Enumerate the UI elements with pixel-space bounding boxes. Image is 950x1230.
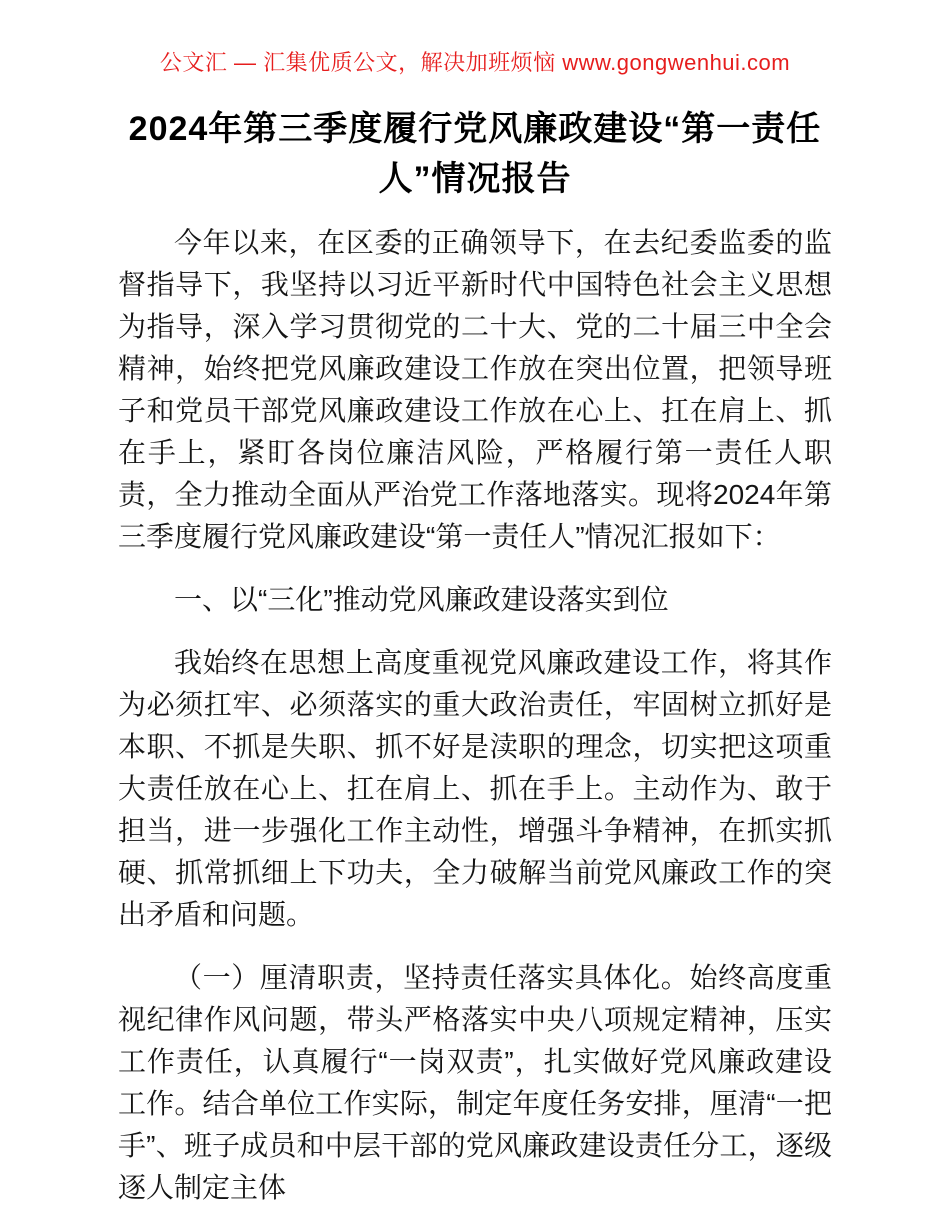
document-body [118, 222, 832, 1209]
paragraph-intro: 今年以来，在区委的正确领导下，在去纪委监委的监督指导下，我坚持以习近平新时代中国特色社会主义思想为指导，深入学习贯彻党的二十大、党的二十届三中全会精神，始终把党风廉政建设工作放在突出位置，把领导班子和党员干部党风廉政建设工作放在心上、扛在肩上、抓在手上，紧盯各岗位廉洁风险，严格履行第一责任人职责，全力推动全面从严治党工作落地落实。现将2024年第三季度履行党风廉政建设“第一责任人”情况汇报如下： [118, 227, 832, 552]
document-title: 2024年第三季度履行党风廉政建设“第一责任人”情况报告 [128, 110, 822, 198]
paragraph-body-2: （一）厘清职责，坚持责任落实具体化。始终高度重视纪律作风问题，带头严格落实中央八项规定精神，压实工作责任，认真履行“一岗双责”，扎实做好党风廉政建设工作。结合单位工作实际，制定年度任务安排，厘清“一把手”、班子成员和中层干部的党风廉政建设责任分工，逐级逐人制定主体 [118, 962, 832, 1203]
paragraph-body-1: 我始终在思想上高度重视党风廉政建设工作，将其作为必须扛牢、必须落实的重大政治责任，牢固树立抓好是本职、不抓是失职、抓不好是渎职的理念，切实把这项重大责任放在心上、扛在肩上、抓在手上。主动作为、敢于担当，进一步强化工作主动性，增强斗争精神，在抓实抓硬、抓常抓细上下功夫，全力破解当前党风廉政工作的突出矛盾和问题。 [118, 647, 832, 930]
site-watermark: 公文汇 — 汇集优质公文，解决加班烦恼 www.gongwenhui.com [159, 50, 791, 75]
section-heading-1: 一、以“三化”推动党风廉政建设落实到位 [174, 584, 669, 615]
